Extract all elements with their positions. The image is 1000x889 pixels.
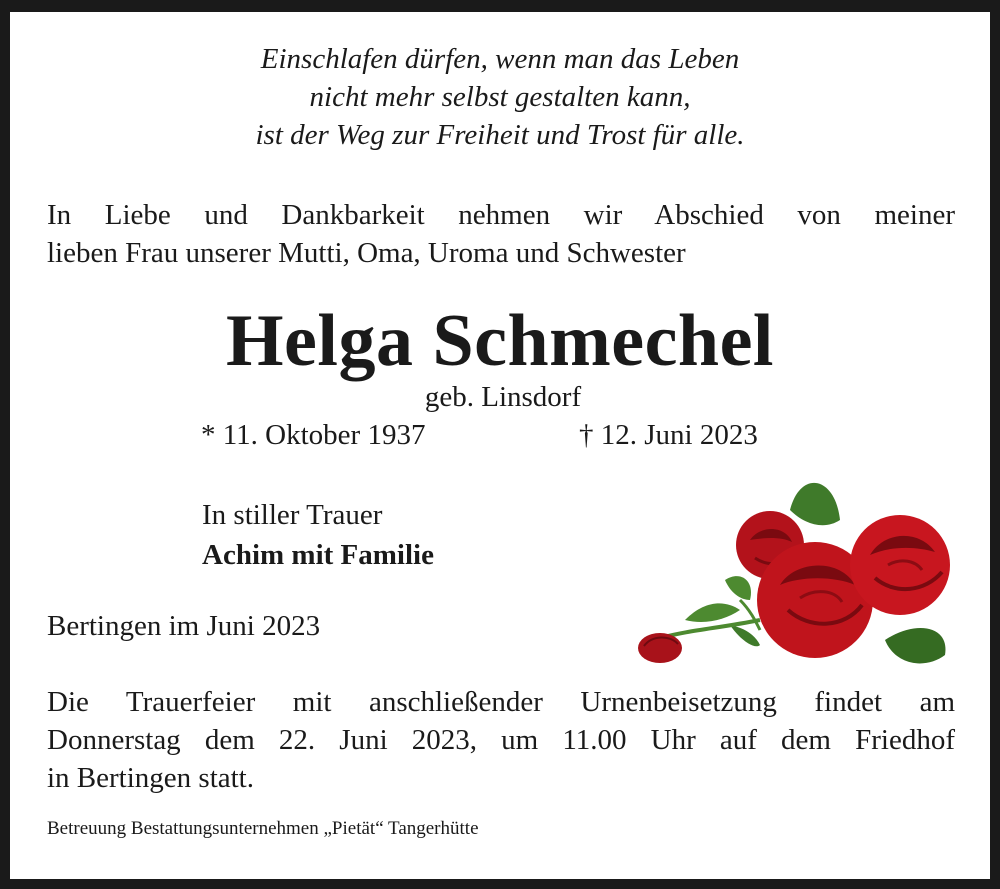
place-date: Bertingen im Juni 2023 <box>47 610 321 642</box>
intro-line-2: lieben Frau unserer Mutti, Oma, Uroma und Schwester <box>47 237 686 269</box>
birth-date: * 11. Oktober 1937 <box>201 419 426 451</box>
ceremony-line-3: in Bertingen statt. <box>47 762 254 794</box>
poem-line-3: ist der Weg zur Freiheit und Trost für alle. <box>255 119 745 151</box>
birth-name: geb. Linsdorf <box>424 381 582 413</box>
intro-line-1: In Liebe und Dankbarkeit nehmen wir Abschied von meiner <box>47 199 955 231</box>
mourners-names: Achim mit Familie <box>202 539 434 571</box>
death-date: † 12. Juni 2023 <box>579 419 758 451</box>
ceremony-info <box>47 683 955 797</box>
mourning-line: In stiller Trauer <box>202 499 383 531</box>
poem-line-2: nicht mehr selbst gestalten kann, <box>309 81 691 113</box>
deceased-name: Helga Schmechel <box>225 300 774 382</box>
poem-line-1: Einschlafen dürfen, wenn man das Leben <box>260 43 740 75</box>
ceremony-line-2: Donnerstag dem 22. Juni 2023, um 11.00 Uhr auf dem Friedhof <box>47 724 955 756</box>
undertaker-credit: Betreuung Bestattungsunternehmen „Pietät“ Tangerhütte <box>47 818 479 839</box>
ceremony-line-1: Die Trauerfeier mit anschließender Urnenbeisetzung findet am <box>47 686 955 718</box>
poem <box>0 40 1000 154</box>
intro-text <box>47 196 955 272</box>
red-roses-image <box>630 470 960 680</box>
